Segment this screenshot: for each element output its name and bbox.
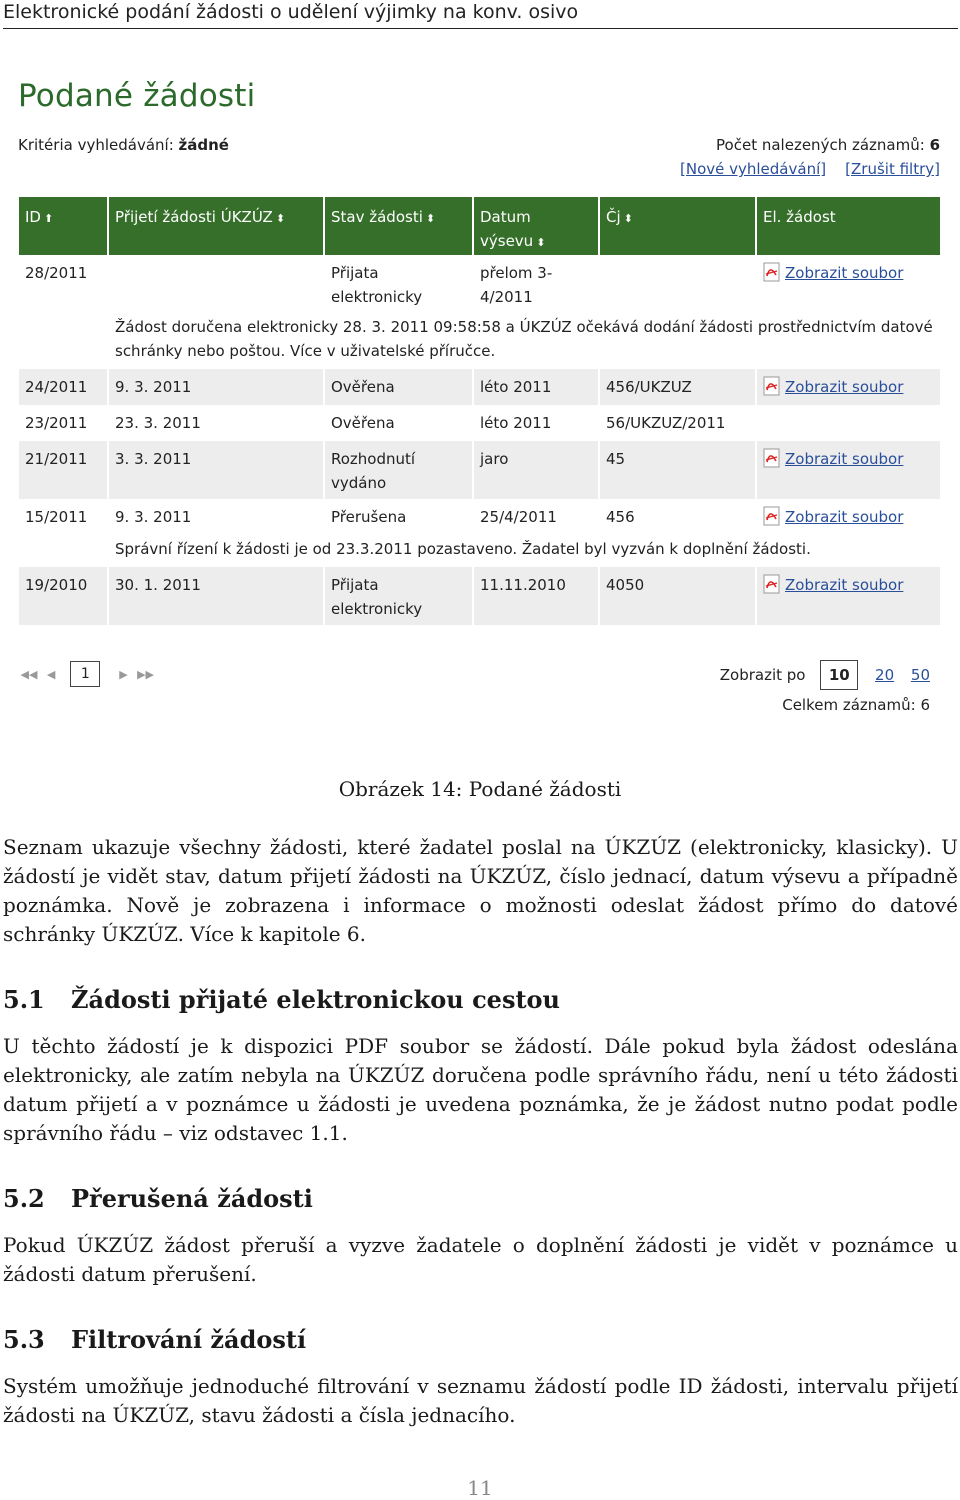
table-row <box>19 405 940 441</box>
cell-sowing: léto 2011 <box>474 405 600 441</box>
criteria-label: Kritéria vyhledávání: <box>18 136 174 154</box>
cell-cj <box>600 255 757 313</box>
cell-cj: 56/UKZUZ/2011 <box>600 405 757 441</box>
column-header-received[interactable]: Přijetí žádosti ÚKZÚZ ⬍ <box>109 197 325 255</box>
pdf-icon <box>763 574 781 594</box>
pdf-icon <box>763 262 781 282</box>
cell-sowing: 25/4/2011 <box>474 499 600 535</box>
search-actions <box>680 160 940 178</box>
section-heading-5-1 <box>3 985 560 1014</box>
figure-caption: Obrázek 14: Podané žádosti <box>338 777 622 801</box>
cell-received: 9. 3. 2011 <box>109 499 325 535</box>
column-header-status[interactable]: Stav žádosti ⬍ <box>325 197 474 255</box>
cell-status: Ověřena <box>325 405 474 441</box>
section-title: Filtrování žádostí <box>71 1325 307 1354</box>
cell-received: 23. 3. 2011 <box>109 405 325 441</box>
cell-status: Rozhodnutí vydáno <box>325 441 474 499</box>
prev-page-icon[interactable]: ◀ <box>46 667 56 681</box>
column-header-cj[interactable]: Čj ⬍ <box>600 197 757 255</box>
pdf-icon <box>763 448 781 468</box>
cell-cj: 4050 <box>600 567 757 625</box>
new-search-link[interactable]: [Nové vyhledávání] <box>680 160 827 178</box>
section-heading-5-3 <box>3 1325 306 1354</box>
cell-id: 19/2010 <box>19 567 109 625</box>
next-page-icon[interactable]: ▶ <box>119 667 128 681</box>
cell-received: 3. 3. 2011 <box>109 441 325 499</box>
cell-cj: 456/UKZUZ <box>600 369 757 405</box>
result-count <box>716 136 940 154</box>
cell-status: Ověřena <box>325 369 474 405</box>
show-file-link[interactable]: Zobrazit soubor <box>785 264 904 282</box>
section-number: 5.2 <box>3 1184 45 1213</box>
section-number: 5.3 <box>3 1325 45 1354</box>
page-number: 11 <box>467 1476 493 1500</box>
total-label: Celkem záznamů: <box>782 696 916 714</box>
total-records <box>782 696 930 714</box>
sort-icon: ⬍ <box>536 236 546 249</box>
cell-sowing: jaro <box>474 441 600 499</box>
table-row <box>19 499 940 535</box>
cell-received: 30. 1. 2011 <box>109 567 325 625</box>
cell-id: 21/2011 <box>19 441 109 499</box>
cell-id: 23/2011 <box>19 405 109 441</box>
table-row <box>19 255 940 313</box>
cancel-filters-link[interactable]: [Zrušit filtry] <box>845 160 940 178</box>
search-criteria <box>18 136 229 154</box>
show-file-link[interactable]: Zobrazit soubor <box>785 450 904 468</box>
column-header-sowing-date[interactable]: Datum výsevu ⬍ <box>474 197 600 255</box>
cell-sowing: léto 2011 <box>474 369 600 405</box>
cell-file <box>757 441 940 499</box>
total-value: 6 <box>920 696 930 714</box>
cell-id: 15/2011 <box>19 499 109 535</box>
cell-sowing: přelom 3-4/2011 <box>474 255 600 313</box>
cell-id: 28/2011 <box>19 255 109 313</box>
section-title: Přerušená žádosti <box>71 1184 313 1213</box>
table-header-row <box>19 197 940 255</box>
cell-status: Přijata elektronicky <box>325 567 474 625</box>
show-file-link[interactable]: Zobrazit soubor <box>785 378 904 396</box>
count-value: 6 <box>929 136 940 154</box>
cell-sowing: 11.11.2010 <box>474 567 600 625</box>
table-note-row <box>19 535 940 567</box>
cell-received: 9. 3. 2011 <box>109 369 325 405</box>
table-row <box>19 567 940 625</box>
cell-file <box>757 499 940 535</box>
sort-icon: ⬍ <box>623 212 633 225</box>
row-note: Žádost doručena elektronicky 28. 3. 2011 09:58:58 a ÚKZÚZ očekává dodání žádosti prostřednictvím datové schránky nebo poštou. Více v uživatelské příručce. <box>115 318 933 360</box>
table-note-row <box>19 313 940 369</box>
page-size-option-20[interactable]: 20 <box>875 666 895 684</box>
sort-icon: ⬍ <box>275 212 286 225</box>
column-header-el-application: El. žádost <box>757 197 940 255</box>
cell-status: Přerušena <box>325 499 474 535</box>
cell-status: Přijata elektronicky <box>325 255 474 313</box>
section-heading-5-2 <box>3 1184 313 1213</box>
criteria-value: žádné <box>178 136 229 154</box>
cell-received <box>109 255 325 313</box>
page-size-label: Zobrazit po <box>719 666 806 684</box>
page-size-option-50[interactable]: 50 <box>910 666 930 684</box>
section-title: Žádosti přijaté elektronickou cestou <box>71 985 560 1014</box>
section-number: 5.1 <box>3 985 45 1014</box>
count-label: Počet nalezených záznamů: <box>716 136 925 154</box>
table-row <box>19 369 940 405</box>
current-page[interactable]: 1 <box>70 661 100 687</box>
pdf-icon <box>763 506 781 526</box>
paragraph-intro: Seznam ukazuje všechny žádosti, které žadatel poslal na ÚKZÚZ (elektronicky, klasicky). U žádostí je vidět stav, datum přijetí žádosti na ÚKZÚZ, číslo jednací, datum výsevu a případně poznámka. Nově je zobrazena i informace o možnosti odeslat žádost přímo do datové schránky ÚKZÚZ. Více k kapitole 6. <box>3 835 958 946</box>
show-file-link[interactable]: Zobrazit soubor <box>785 576 904 594</box>
cell-id: 24/2011 <box>19 369 109 405</box>
paragraph-5-2: Pokud ÚKZÚZ žádost přeruší a vyzve žadatele o doplnění žádosti je vidět v poznámce u žádosti datum přerušení. <box>3 1233 958 1286</box>
cell-file <box>757 567 940 625</box>
page-title: Podané žádosti <box>18 78 256 114</box>
running-head: Elektronické podání žádosti o udělení výjimky na konv. osivo <box>3 0 958 29</box>
table-row <box>19 441 940 499</box>
last-page-icon[interactable]: ▶▶ <box>137 667 155 681</box>
row-note: Správní řízení k žádosti je od 23.3.2011 pozastaveno. Žadatel byl vyzván k doplnění žádosti. <box>115 540 811 558</box>
paragraph-5-3: Systém umožňuje jednoduché filtrování v seznamu žádostí podle ID žádosti, intervalu přijetí žádosti na ÚKZÚZ, stavu žádosti a čísla jednacího. <box>3 1374 958 1427</box>
cell-file <box>757 405 940 441</box>
first-page-icon[interactable]: ◀◀ <box>20 667 38 681</box>
column-header-id[interactable]: ID ⬆ <box>19 197 109 255</box>
applications-screenshot <box>0 60 960 720</box>
paragraph-5-1: U těchto žádostí je k dispozici PDF soubor se žádostí. Dále pokud byla žádost odeslána elektronicky, ale zatím nebyla na ÚKZÚZ doručena podle správního řádu, není u této žádosti datum přijetí a v poznámce u žádosti je uvedena poznámka, že je žádost nutno podat podle správního řádu – viz odstavec 1.1. <box>3 1034 958 1145</box>
page-size-selector <box>720 660 930 690</box>
cell-file <box>757 255 940 313</box>
pdf-icon <box>763 376 781 396</box>
page-size-current[interactable]: 10 <box>820 660 858 690</box>
sort-icon: ⬍ <box>425 212 436 225</box>
arrow-up-icon: ⬆ <box>43 212 54 225</box>
cell-cj: 45 <box>600 441 757 499</box>
applications-table <box>19 197 940 625</box>
show-file-link[interactable]: Zobrazit soubor <box>785 508 904 526</box>
cell-file <box>757 369 940 405</box>
cell-cj: 456 <box>600 499 757 535</box>
pagination <box>20 661 155 687</box>
